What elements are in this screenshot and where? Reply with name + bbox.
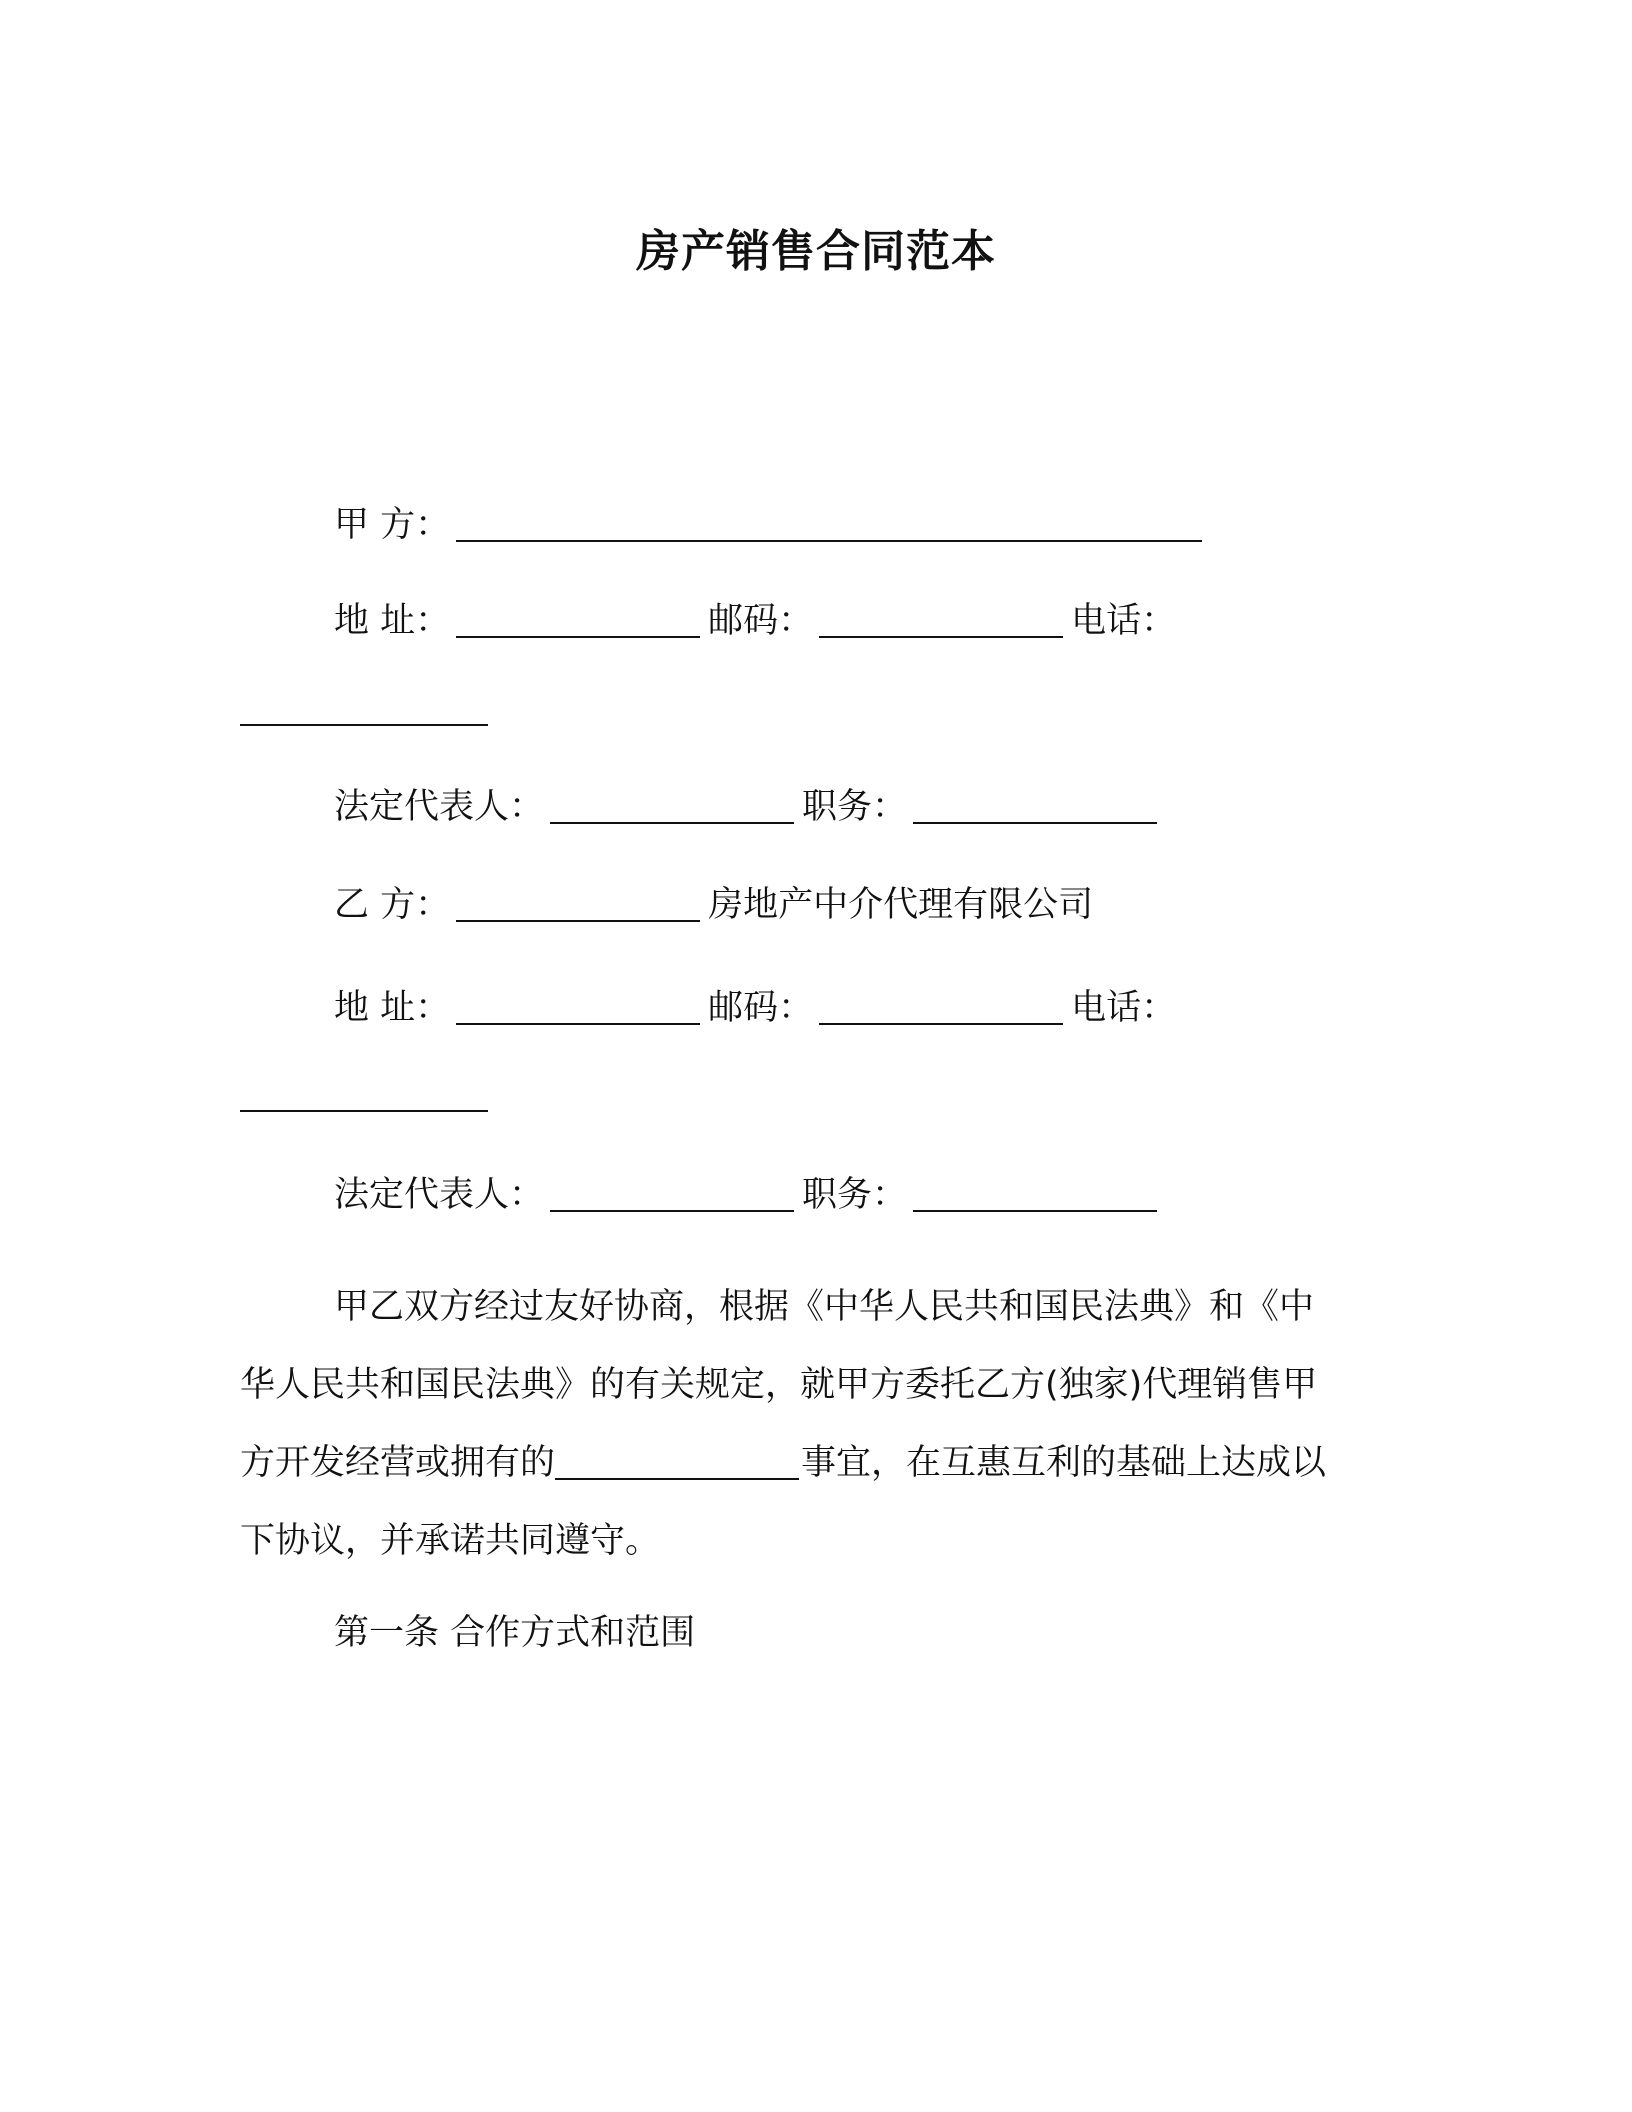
party-b-legal-rep-label: 法定代表人：: [334, 1175, 545, 1215]
preamble-line-4: 下协议，并承诺共同遵守。: [240, 1521, 661, 1561]
party-b-address-line: [334, 983, 1176, 1033]
party-b-legal-rep-line: [334, 1170, 1165, 1220]
preamble-line-3-after: 事宜，在互惠互利的基础上达成以: [801, 1443, 1327, 1483]
preamble-property-blank: [555, 1444, 799, 1480]
party-a-postcode-label: 邮码：: [708, 601, 814, 641]
party-b-phone-blank-line: [240, 1070, 496, 1120]
party-b-postcode-label: 邮码：: [708, 988, 814, 1028]
preamble-paragraph: [240, 1268, 1386, 1580]
preamble-line-2: 华人民共和国民法典》的有关规定，就甲方委托乙方(独家)代理销售甲: [240, 1365, 1318, 1405]
party-b-label: 乙 方：: [334, 885, 451, 925]
party-a-label: 甲 方：: [334, 505, 451, 545]
party-b-legal-rep-blank: [550, 1176, 794, 1212]
party-a-blank: [456, 506, 1202, 542]
preamble-line-3-before: 方开发经营或拥有的: [240, 1443, 556, 1483]
article-1-heading: 第一条 合作方式和范围: [334, 1613, 696, 1653]
party-a-legal-rep-blank: [550, 788, 794, 824]
party-b-phone-blank: [240, 1076, 488, 1112]
party-a-phone-label: 电话：: [1071, 601, 1177, 641]
party-b-blank: [456, 886, 700, 922]
party-b-position-label: 职务：: [802, 1175, 908, 1215]
party-a-position-blank: [913, 788, 1157, 824]
party-a-phone-blank-line: [240, 684, 496, 734]
party-a-phone-blank: [240, 690, 488, 726]
party-b-address-label: 地 址：: [334, 988, 451, 1028]
party-b-company-suffix: 房地产中介代理有限公司: [708, 885, 1094, 925]
party-a-line: [334, 500, 1210, 550]
party-a-postcode-blank: [819, 602, 1063, 638]
party-a-legal-rep-line: [334, 782, 1165, 832]
party-b-phone-label: 电话：: [1071, 988, 1177, 1028]
party-a-address-line: [334, 596, 1176, 646]
document-title: 房产销售合同范本: [636, 226, 996, 277]
party-b-line: [334, 880, 1093, 930]
party-b-postcode-blank: [819, 989, 1063, 1025]
preamble-line-1: 甲乙双方经过友好协商，根据《中华人民共和国民法典》和《中: [334, 1287, 1315, 1327]
party-a-position-label: 职务：: [802, 787, 908, 827]
party-a-address-blank: [456, 602, 700, 638]
party-a-address-label: 地 址：: [334, 601, 451, 641]
party-b-position-blank: [913, 1176, 1157, 1212]
preamble-line-3: [240, 1424, 1386, 1502]
party-a-legal-rep-label: 法定代表人：: [334, 787, 545, 827]
party-b-address-blank: [456, 989, 700, 1025]
